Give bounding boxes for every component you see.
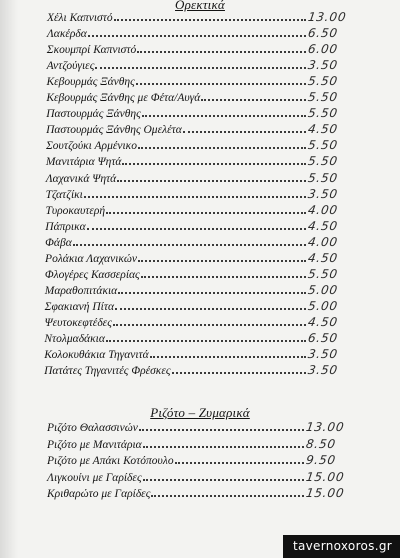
menu-item-price: 4.50 (307, 122, 339, 137)
menu-item-price: 3.50 (307, 186, 339, 201)
menu-item-name: Πατάτες Τηγανιτές Φρέσκες (44, 365, 171, 378)
menu-item-price: 5.00 (307, 298, 339, 313)
menu-item-name: Τυροκαυτερή (45, 204, 106, 217)
appetizers-title: Ορεκτικά (175, 0, 225, 12)
menu-item-price: 3.50 (307, 347, 339, 362)
dot-leader (150, 352, 306, 358)
menu-item-name: Λαχανικά Ψητά (45, 172, 117, 185)
menu-item-row (47, 483, 346, 500)
menu-item-name: Κριθαρώτο με Γαρίδες (47, 488, 151, 500)
menu-item-row (47, 450, 340, 467)
menu-item-row (47, 7, 348, 24)
menu-item-price: 5.50 (307, 90, 339, 105)
dot-leader (141, 272, 306, 278)
menu-item-name: Λακέρδα (46, 28, 87, 41)
dot-leader (87, 224, 306, 230)
dot-leader (122, 159, 306, 165)
dot-leader (118, 288, 306, 294)
dot-leader (143, 475, 304, 481)
dot-leader (114, 15, 306, 21)
menu-item-row (47, 39, 342, 56)
menu-item-price: 15.00 (305, 469, 346, 484)
dot-leader (73, 240, 306, 246)
menu-item-price: 3.50 (307, 363, 339, 378)
menu-item-name: Σουτζούκι Αρμένικο (45, 140, 137, 153)
menu-item-name: Φλογέρες Κασσερίας (44, 268, 140, 281)
menu-item-row (46, 168, 342, 185)
menu-item-name: Ριζότο Θαλασσινών (47, 422, 138, 434)
dot-leader (136, 79, 306, 85)
menu-item-row (46, 151, 342, 168)
menu-item-price: 4.50 (307, 218, 339, 233)
menu-item-row (44, 360, 342, 377)
menu-item-price: 5.50 (307, 266, 339, 281)
dot-leader (113, 320, 306, 326)
menu-item-name: Παστουρμάς Ξάνθης Ομελέτα (46, 124, 182, 137)
menu-item-name: Σφακιανή Πίτα (44, 300, 114, 313)
menu-item-name: Ψευτοκεφτέδες (44, 316, 112, 329)
menu-item-name: Ριζότο με Μανιτάρια (47, 438, 142, 451)
dot-leader (117, 176, 306, 182)
menu-item-name: Φάβα (45, 236, 72, 249)
dot-leader (201, 95, 306, 101)
menu-item-row (45, 232, 342, 249)
menu-item-row (47, 417, 346, 434)
menu-item-row (45, 264, 342, 281)
menu-item-row (47, 434, 340, 451)
menu-item-price: 5.00 (307, 282, 339, 297)
menu-item-row (44, 344, 342, 361)
menu-item-row (47, 55, 342, 72)
menu-item-row (45, 296, 342, 313)
dot-leader (138, 143, 306, 149)
menu-item-row (46, 103, 342, 120)
dot-leader (106, 208, 306, 214)
dot-leader (172, 368, 306, 374)
risotto-title: Ριζότο – Ζυμαρικά (150, 405, 250, 420)
menu-item-name: Σκουμπρί Καπνιστό (46, 44, 137, 57)
menu-item-row (46, 119, 342, 136)
menu-item-row (45, 200, 342, 217)
menu-item-price: 8.50 (305, 436, 337, 451)
menu-item-name: Αντζούγιες (46, 60, 95, 73)
dot-leader (88, 31, 306, 37)
menu-item-price: 3.50 (307, 58, 339, 73)
menu-item-price: 4.50 (307, 250, 339, 265)
dot-leader (143, 442, 304, 448)
menu-item-price: 4.50 (307, 314, 339, 329)
menu-item-name: Χέλι Καπνιστό (47, 12, 113, 24)
menu-item-row (47, 23, 342, 40)
menu-item-row (46, 87, 342, 104)
dot-leader (138, 256, 306, 262)
page-edge-shadow (0, 0, 18, 558)
menu-item-price: 5.50 (307, 170, 339, 185)
dot-leader (115, 304, 306, 310)
menu-item-row (46, 71, 342, 88)
dot-leader (142, 111, 306, 117)
menu-item-price: 5.50 (307, 138, 339, 153)
menu-item-price: 5.50 (307, 106, 339, 121)
dot-leader (151, 491, 304, 497)
menu-item-row (45, 248, 342, 265)
menu-item-name: Μανιτάρια Ψητά (45, 156, 122, 169)
dot-leader (183, 127, 306, 133)
menu-item-price: 13.00 (307, 10, 348, 24)
menu-item-row (47, 467, 346, 484)
menu-item-price: 4.00 (307, 202, 339, 217)
menu-item-name: Ντολμαδάκια (44, 333, 105, 345)
watermark: tavernoxoros.gr (283, 535, 400, 558)
menu-item-price: 5.50 (307, 74, 339, 89)
menu-item-name: Τζατζίκι (45, 188, 83, 201)
dot-leader (95, 63, 306, 69)
menu-item-name: Ρολάκια Λαχανικών (45, 252, 138, 265)
menu-item-row (46, 184, 342, 201)
dot-leader (175, 458, 304, 464)
menu-item-name: Μαραθοπιτάκια (44, 284, 118, 297)
menu-item-row (45, 280, 342, 297)
dot-leader (137, 47, 306, 53)
menu-item-name: Λιγκουίνι με Γαρίδες (47, 471, 142, 484)
dot-leader (106, 336, 306, 342)
menu-item-name: Πάπρικα (45, 220, 86, 233)
menu-item-price: 13.00 (305, 420, 346, 434)
menu-item-name: Κεβουρμάς Ξάνθης με Φέτα/Αυγά (46, 92, 201, 105)
menu-item-row (46, 135, 342, 152)
menu-item-name: Κεβουρμάς Ξάνθης (46, 76, 135, 89)
menu-item-price: 15.00 (305, 486, 346, 500)
menu-item-price: 4.00 (307, 234, 339, 249)
menu-item-row (44, 328, 342, 345)
menu-item-row (45, 216, 342, 233)
dot-leader (84, 192, 306, 198)
menu-item-price: 6.50 (307, 331, 339, 345)
dot-leader (139, 425, 304, 431)
menu-item-row (45, 312, 342, 329)
menu-item-name: Παστουρμάς Ξάνθης (46, 108, 141, 121)
menu-item-price: 6.50 (307, 26, 339, 41)
menu-item-price: 9.50 (305, 453, 337, 467)
menu-item-price: 5.50 (307, 154, 339, 169)
menu-item-name: Κολοκυθάκια Τηγανιτά (44, 349, 149, 362)
menu-item-price: 6.00 (307, 42, 339, 57)
menu-item-name: Ριζότο με Απάκι Κοτόπουλο (47, 455, 174, 467)
